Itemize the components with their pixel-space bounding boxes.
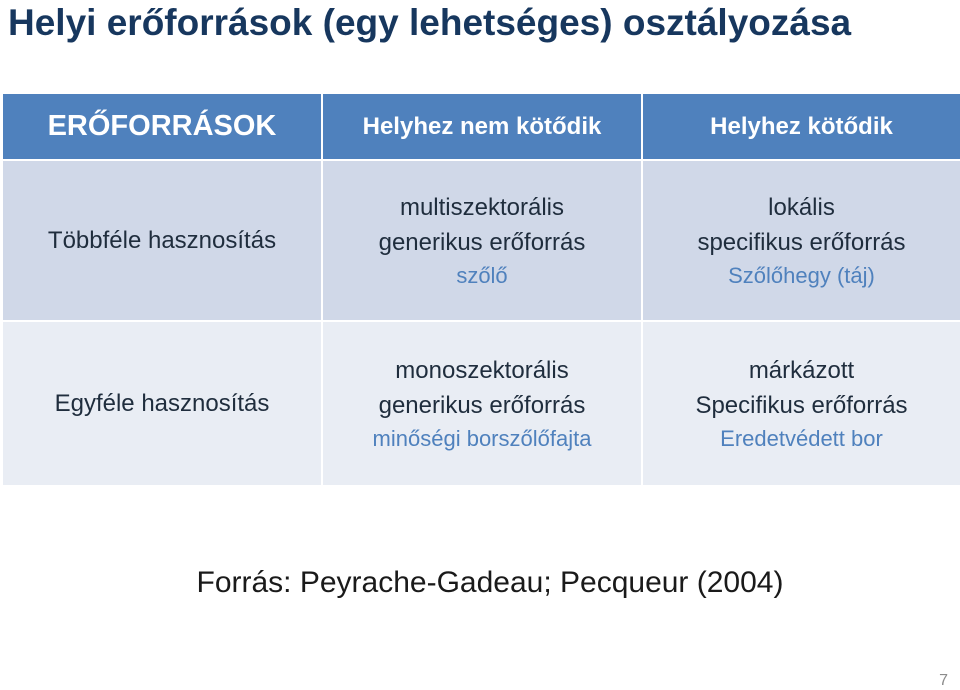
cell-line2: generikus erőforrás bbox=[378, 228, 586, 256]
cell-multisectoral-generic bbox=[323, 161, 641, 320]
cell-line1: multiszektorális bbox=[399, 193, 565, 221]
header-resources: ERŐFORRÁSOK bbox=[3, 94, 321, 159]
cell-branded-specific bbox=[643, 322, 960, 485]
source-citation: Forrás: Peyrache-Gadeau; Pecqueur (2004) bbox=[196, 566, 784, 599]
cell-line2: Specifikus erőforrás bbox=[695, 391, 908, 419]
cell-example: Szőlőhegy (táj) bbox=[728, 262, 875, 288]
cell-line1: lokális bbox=[768, 193, 835, 221]
row-label-text: Egyféle hasznosítás bbox=[54, 389, 270, 417]
row-label-text: Többféle hasznosítás bbox=[47, 226, 277, 254]
header-not-place-bound: Helyhez nem kötődik bbox=[323, 94, 641, 159]
slide-title: Helyi erőforrások (egy lehetséges) osztályozása bbox=[8, 2, 852, 43]
page-number: 7 bbox=[939, 672, 948, 689]
cell-example: minőségi borszőlőfajta bbox=[372, 425, 592, 451]
cell-local-specific bbox=[643, 161, 960, 320]
header-place-bound: Helyhez kötődik bbox=[643, 94, 960, 159]
resource-classification-table bbox=[3, 94, 960, 485]
cell-example: Eredetvédett bor bbox=[720, 425, 883, 451]
row-label-single-use bbox=[3, 322, 321, 485]
cell-line2: generikus erőforrás bbox=[378, 391, 586, 419]
cell-line1: monoszektorális bbox=[395, 356, 569, 384]
cell-example: szőlő bbox=[456, 262, 508, 288]
cell-line2: specifikus erőforrás bbox=[697, 228, 906, 256]
cell-monosectoral-generic bbox=[323, 322, 641, 485]
cell-line1: márkázott bbox=[748, 356, 855, 384]
row-label-multiple-use bbox=[3, 161, 321, 320]
